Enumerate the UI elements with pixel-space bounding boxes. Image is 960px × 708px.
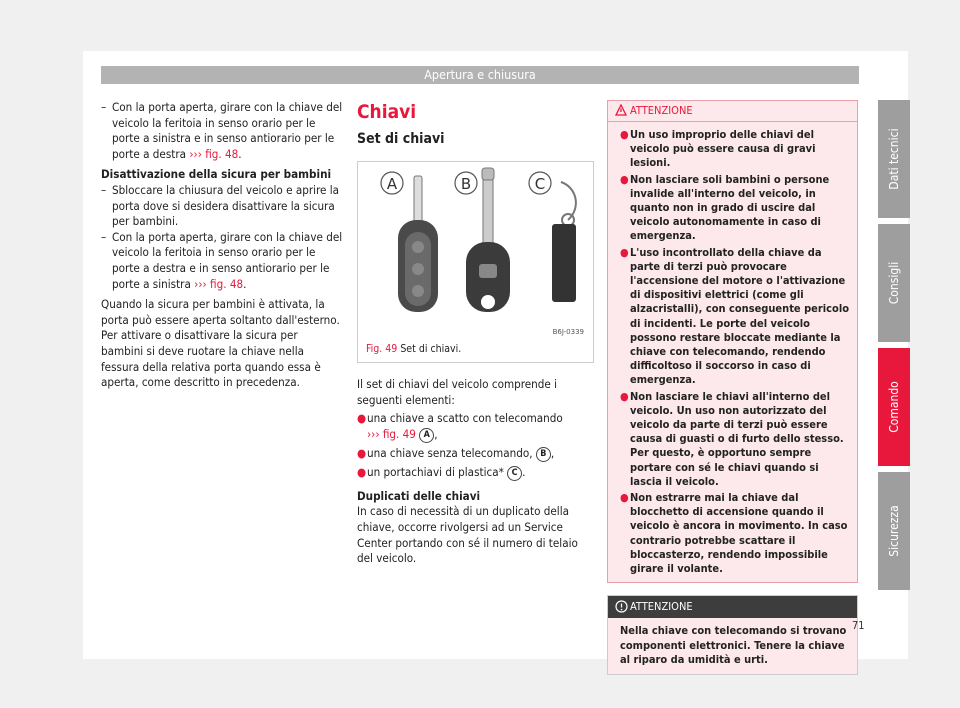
fig-link[interactable]: ››› fig. 48 <box>189 146 239 161</box>
list-item: ● una chiave senza telecomando, B , <box>357 445 555 460</box>
page-number: 71 <box>852 619 865 632</box>
side-tab-consigli[interactable]: Consigli <box>878 224 910 342</box>
running-header: Apertura e chiusura <box>101 66 859 84</box>
warning-item: ● Un uso improprio delle chiavi del veicolo può essere causa di gravi lesioni. <box>620 128 816 170</box>
step-item: – Con la porta aperta, girare con la chiave del veicolo la feritoia in senso orario per le porte a destra e in senso antiorario per le porte a sinistra ››› fig. 48. <box>101 229 343 291</box>
label-a: A <box>386 175 398 193</box>
caution-circle-icon <box>615 600 628 613</box>
caution-body: Nella chiave con telecomando si trovano componenti elettronici. Tenere la chiave al riparo da umidità e urti. <box>620 624 847 667</box>
warning-box <box>607 100 858 583</box>
warning-item: ● Non lasciare soli bambini o persone invalide all'interno del veicolo, in quanto non in grado di uscire dal veicolo autonomamente in caso di emergenza. <box>620 172 830 243</box>
warning-body <box>608 122 857 576</box>
side-tab-dati-tecnici[interactable]: Dati tecnici <box>878 100 910 218</box>
warning-header: ATTENZIONE <box>608 101 857 122</box>
column-2 <box>357 100 592 567</box>
figure-caption: Fig. 49 Set di chiavi. <box>366 343 462 356</box>
warning-item: ● Non lasciare le chiavi all'interno del veicolo. Un uso non autorizzato del veicolo da parte di terzi può essere causa di guasti o di furto dello stesso. Per questo, è opportuno sempre portare con sé le chiavi quando si lascia il veicolo. <box>620 389 844 488</box>
column-1 <box>101 100 343 391</box>
figure-49 <box>357 161 594 363</box>
letter-badge: A <box>419 428 434 443</box>
caution-box <box>607 595 858 675</box>
keys-illustration <box>358 162 593 342</box>
warning-item: ● Non estrarre mai la chiave dal blocchetto di accensione quando il veicolo è ancora in movimento. In caso contrario potrebbe scattare il bloccasterzo, rendendo impossibile girare il volante. <box>620 491 848 576</box>
key-icon <box>466 168 510 312</box>
section-subtitle: Set di chiavi <box>357 131 445 147</box>
paragraph: Il set di chiavi del veicolo comprende i seguenti elementi: <box>357 377 558 407</box>
side-tab-comando[interactable]: Comando <box>878 348 910 466</box>
column-3 <box>607 100 858 675</box>
letter-badge: C <box>507 466 522 481</box>
keyring-icon <box>552 182 576 302</box>
list-item: ● un portachiavi di plastica* C . <box>357 464 526 479</box>
label-c: C <box>534 175 546 193</box>
caution-header: ATTENZIONE <box>608 596 857 618</box>
warning-item: ● L'uso incontrollato della chiave da parte di terzi può provocare l'accensione del motore o l'attivazione di dispositivi elettrici (come gli alzacristalli), con conseguente pericolo di incidenti. Le porte del veicolo possono restare bloccate mediante la chiave con telecomando, rendendo difficoltoso il soccorso in caso di emergenza. <box>620 245 850 387</box>
flip-key-icon <box>398 176 438 312</box>
paragraph: Quando la sicura per bambini è attivata, la porta può essere aperta soltanto dall'esterno. Per attivare o disattivare la sicura per bambini si deve ruotare la chiave nella fessura della relativa porta quando essa è aperta, come descritto in precedenza. <box>101 297 340 390</box>
section-heading: Duplicati delle chiavi <box>357 488 481 503</box>
letter-badge: B <box>536 447 551 462</box>
figure-code: B6J-0339 <box>552 328 584 336</box>
paragraph: In caso di necessità di un duplicato della chiave, occorre rivolgersi ad un Service Center portando con sé il numero di telaio del veicolo. <box>357 504 578 566</box>
side-tab-sicurezza[interactable]: Sicurezza <box>878 472 910 590</box>
fig-link[interactable]: ››› fig. 48 <box>194 276 244 291</box>
warning-triangle-icon <box>615 104 627 116</box>
section-heading: Disattivazione della sicura per bambini <box>101 167 332 182</box>
label-b: B <box>460 175 472 193</box>
section-title: Chiavi <box>357 101 417 123</box>
list-item: ● una chiave a scatto con telecomando ››› fig. 49 A , <box>357 411 563 441</box>
fig-link[interactable]: ››› fig. 49 <box>367 426 416 441</box>
step-item: – Sbloccare la chiusura del veicolo e aprire la porta dove si desidera disattivare la sicura per bambini. <box>101 182 340 229</box>
step-item: – Con la porta aperta, girare con la chiave del veicolo la feritoia in senso orario per le porte a sinistra e in senso antiorario per le porte a destra ››› fig. 48. <box>101 100 343 161</box>
